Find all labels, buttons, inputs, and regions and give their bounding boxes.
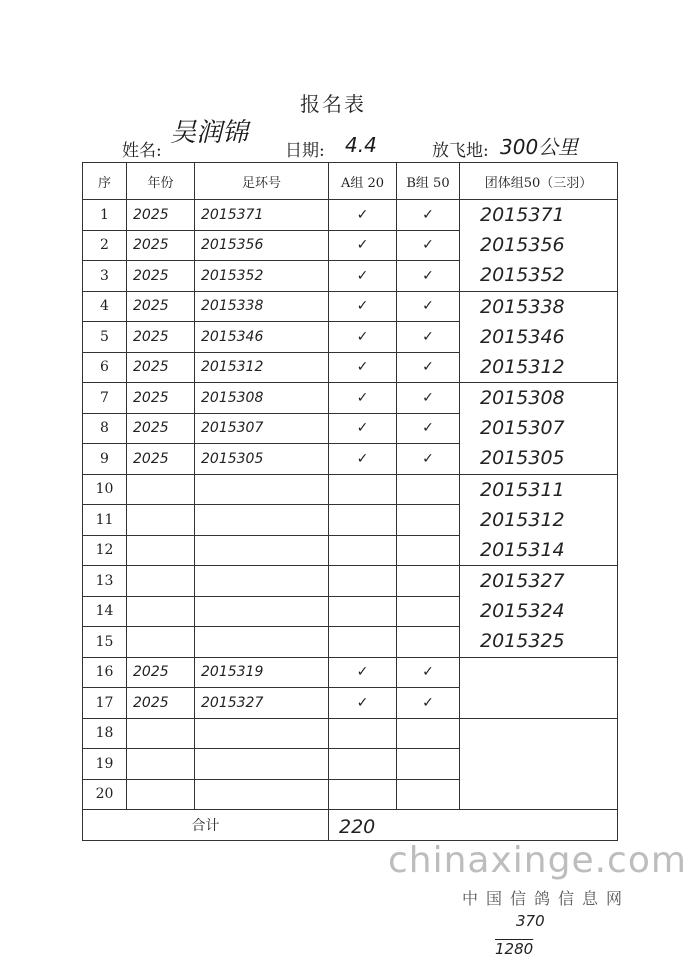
column-header: 序 [83,163,127,200]
group-b-check: ✓ [397,230,460,261]
group-b-check [397,779,460,810]
row-number: 18 [83,718,127,749]
table-row [83,566,618,597]
row-number: 1 [83,200,127,231]
ring-number-cell: 2015371 [195,200,329,231]
group-a-check: ✓ [329,200,397,231]
table-row [83,291,618,322]
team-ring-number: 2015311 [480,478,565,501]
row-number: 11 [83,505,127,536]
group-a-check [329,596,397,627]
total-label: 合计 [83,810,329,841]
ring-number-cell: 2015327 [195,688,329,719]
year-cell: 2025 [127,322,195,353]
group-a-check: ✓ [329,688,397,719]
row-number: 4 [83,291,127,322]
row-number: 16 [83,657,127,688]
name-label: 姓名: [122,141,162,161]
year-cell [127,779,195,810]
ring-number-cell [195,718,329,749]
group-a-check [329,505,397,536]
row-number: 19 [83,749,127,780]
year-cell: 2025 [127,688,195,719]
team-ring-number: 2015338 [480,295,565,318]
group-a-check: ✓ [329,413,397,444]
group-a-check [329,749,397,780]
team-ring-number: 2015356 [480,234,565,257]
column-header: 年份 [127,163,195,200]
year-cell: 2025 [127,291,195,322]
ring-number-cell: 2015308 [195,383,329,414]
group-a-check: ✓ [329,383,397,414]
note-line-2: 1280 [495,940,534,958]
year-cell: 2025 [127,657,195,688]
team-group-cell [460,291,618,383]
year-cell: 2025 [127,383,195,414]
watermark-name: 中国信鸽信息网 [462,889,631,908]
group-a-check [329,779,397,810]
row-number: 8 [83,413,127,444]
team-group-cell [460,657,618,718]
year-cell: 2025 [127,230,195,261]
group-b-check: ✓ [397,291,460,322]
date-label: 日期: [285,141,325,161]
team-group-list [460,292,617,382]
total-row [83,810,618,841]
ring-number-cell: 2015346 [195,322,329,353]
year-cell [127,718,195,749]
year-cell: 2025 [127,444,195,475]
ring-number-cell: 2015305 [195,444,329,475]
team-ring-number: 2015327 [480,570,565,593]
form-title: 报名表 [300,92,366,116]
row-number: 2 [83,230,127,261]
team-ring-number: 2015352 [480,264,565,287]
group-a-check [329,535,397,566]
ring-number-cell [195,749,329,780]
year-cell [127,474,195,505]
row-number: 14 [83,596,127,627]
team-group-cell [460,200,618,292]
group-b-check: ✓ [397,444,460,475]
row-number: 12 [83,535,127,566]
team-ring-number: 2015312 [480,355,565,378]
group-a-check: ✓ [329,230,397,261]
year-cell: 2025 [127,200,195,231]
team-ring-number: 2015325 [480,630,565,653]
team-ring-number: 2015324 [480,600,565,623]
group-b-check [397,596,460,627]
team-ring-number: 2015307 [480,417,565,440]
team-ring-number: 2015346 [480,325,565,348]
date-value: 4.4 [345,133,377,157]
row-number: 7 [83,383,127,414]
ring-number-cell [195,566,329,597]
row-number: 6 [83,352,127,383]
group-a-check [329,566,397,597]
group-b-check [397,535,460,566]
column-header: B组 50 [397,163,460,200]
group-a-check: ✓ [329,291,397,322]
group-a-check [329,627,397,658]
team-group-list [460,566,617,656]
group-a-check [329,474,397,505]
group-b-check: ✓ [397,322,460,353]
team-ring-number: 2015314 [480,538,565,561]
year-cell [127,596,195,627]
year-cell: 2025 [127,352,195,383]
team-group-cell [460,566,618,658]
table-row [83,657,618,688]
team-group-list [460,475,617,565]
row-number: 15 [83,627,127,658]
row-number: 13 [83,566,127,597]
group-a-check [329,718,397,749]
table-row [83,718,618,749]
team-group-list [460,383,617,473]
group-a-check: ✓ [329,657,397,688]
watermark-site: chinaxinge.com [388,840,687,881]
table-row [83,200,618,231]
ring-number-cell [195,535,329,566]
total-cell [329,810,618,841]
row-number: 3 [83,261,127,292]
group-b-check: ✓ [397,688,460,719]
year-cell [127,535,195,566]
column-header: A组 20 [329,163,397,200]
column-header: 团体组50（三羽） [460,163,618,200]
note-line-1: 370 [516,912,545,930]
team-ring-number: 2015305 [480,447,565,470]
team-group-cell [460,383,618,475]
table-row [83,474,618,505]
team-ring-number: 2015371 [480,204,565,227]
year-cell: 2025 [127,261,195,292]
group-b-check: ✓ [397,413,460,444]
group-b-check [397,505,460,536]
group-a-check: ✓ [329,352,397,383]
year-cell [127,505,195,536]
team-group-list [460,200,617,290]
table-header-row [83,163,618,200]
row-number: 9 [83,444,127,475]
group-a-check: ✓ [329,322,397,353]
ring-number-cell: 2015352 [195,261,329,292]
team-ring-number: 2015312 [480,508,565,531]
year-cell: 2025 [127,413,195,444]
table-row [83,383,618,414]
group-b-check: ✓ [397,657,460,688]
ring-number-cell [195,627,329,658]
group-b-check: ✓ [397,261,460,292]
row-number: 10 [83,474,127,505]
registration-table [82,162,618,841]
ring-number-cell [195,474,329,505]
group-b-check [397,749,460,780]
column-header: 足环号 [195,163,329,200]
row-number: 5 [83,322,127,353]
ring-number-cell: 2015338 [195,291,329,322]
release-label: 放飞地: [432,141,489,161]
group-b-check: ✓ [397,200,460,231]
ring-number-cell: 2015319 [195,657,329,688]
name-value: 吴润锦 [170,118,249,148]
group-b-check: ✓ [397,383,460,414]
team-ring-number: 2015308 [480,387,565,410]
ring-number-cell: 2015312 [195,352,329,383]
release-value: 300公里 [500,135,579,159]
ring-number-cell: 2015307 [195,413,329,444]
total-value: 220 [339,815,376,838]
group-b-check [397,718,460,749]
ring-number-cell [195,779,329,810]
ring-number-cell: 2015356 [195,230,329,261]
team-group-cell [460,474,618,566]
group-a-check: ✓ [329,261,397,292]
ring-number-cell [195,596,329,627]
row-number: 17 [83,688,127,719]
group-b-check [397,627,460,658]
year-cell [127,749,195,780]
team-group-cell [460,718,618,810]
group-b-check [397,474,460,505]
group-a-check: ✓ [329,444,397,475]
row-number: 20 [83,779,127,810]
year-cell [127,627,195,658]
group-b-check: ✓ [397,352,460,383]
group-b-check [397,566,460,597]
year-cell [127,566,195,597]
ring-number-cell [195,505,329,536]
